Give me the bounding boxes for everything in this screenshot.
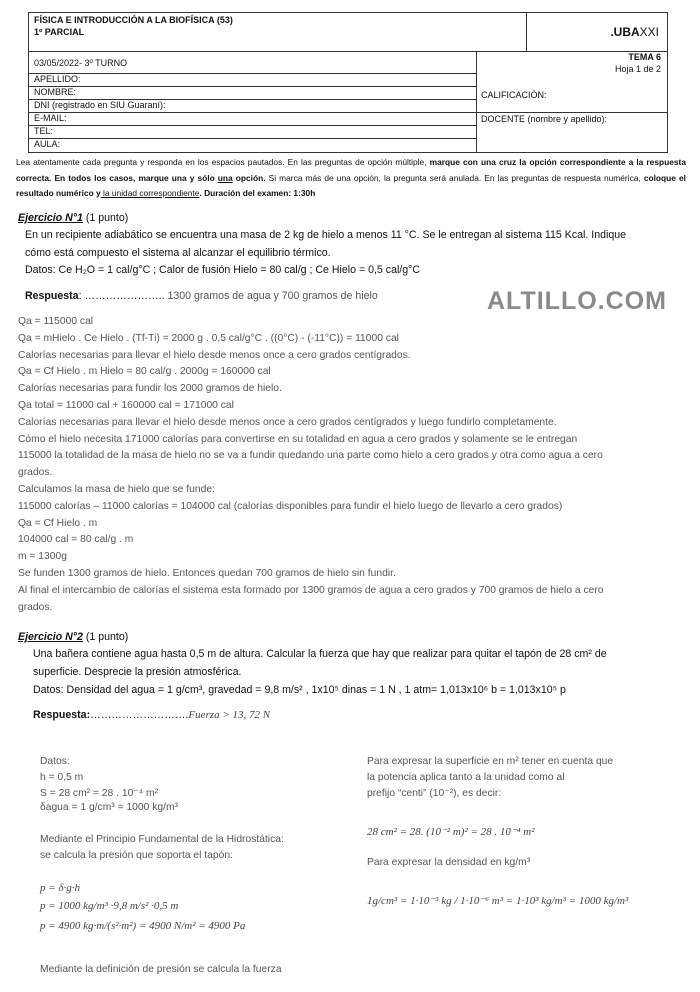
ex2-question-1: Una bañera contiene agua hasta 0,5 m de altura. Calcular la fuerza que hay que realizar para quitar el tapón de 28 cm² de [33, 648, 607, 660]
instr-8: . Duración del examen: 1:30h [199, 188, 316, 198]
work-line: Qa = mHielo . Ce Hielo . (Tf-Ti) = 2000 g . 0,5 cal/g°C . ((0°C) - (-11°C)) = 11000 cal [18, 332, 399, 344]
right-line: Para expresar la densidad en kg/m³ [367, 857, 531, 868]
logo-text: .UBA [610, 25, 640, 39]
field-aula[interactable]: AULA: [34, 139, 61, 149]
right-line: Para expresar la superficie en m² tener en cuenta que [367, 756, 614, 767]
ex1-title: Ejercicio N°1 [18, 212, 83, 224]
ex1-resp-label: Respuesta [25, 290, 79, 302]
work-line: grados. [18, 467, 53, 479]
instr-1: Lea atentamente cada pregunta y responda en los espacios pautados. En las preguntas de opción múltiple, [16, 157, 430, 167]
work-line: Qa = Cf Hielo . m [18, 517, 98, 529]
ex1-datos: Datos: Ce H₂O = 1 cal/g°C ; Calor de fusión Hielo = 80 cal/g ; Ce Hielo = 0,5 cal/g°C [25, 264, 421, 276]
work-line: Calorías necesarias para fundir los 2000 gramos de hielo. [18, 383, 282, 395]
hoja: Hoja 1 de 2 [614, 64, 661, 74]
exam-name: 1º PARCIAL [34, 27, 85, 37]
ex2-resp-dots: ………………………. [90, 709, 189, 721]
instr-4: opción. [232, 172, 266, 183]
field-nombre[interactable]: NOMBRE: [34, 87, 77, 97]
left-line: se calcula la presión que soporta el tapón: [40, 850, 233, 861]
work-line: Calculamos la masa de hielo que se funde: [18, 484, 215, 495]
work-line: m = 1300g [18, 551, 67, 563]
instr-3: una [217, 172, 233, 183]
calificacion-field[interactable]: CALIFICACIÓN: [481, 90, 547, 100]
left-line: S = 28 cm² = 28 . 10⁻⁴ m² [40, 788, 159, 799]
work-line: Qa total = 11000 cal + 160000 cal = 171000 cal [18, 400, 234, 411]
work-line: Cómo el hielo necesita 171000 calorías para convertirse en su totalidad en agua a cero grados y solamente se le entregan [18, 433, 578, 445]
ex1-question-1: En un recipiente adiabático se encuentra una masa de 2 kg de hielo a menos 11 °C. Se le entregan al sistema 115 Kcal. Indique [25, 229, 627, 241]
left-line: Datos: [40, 756, 70, 767]
work-line: 115000 calorías – 11000 calorías = 104000 cal (calorías disponibles para fundir el hielo luego de llevarlo a cero grados) [18, 500, 563, 512]
left-line: δagua = 1 g/cm³ = 1000 kg/m³ [40, 802, 178, 813]
date-turn: 03/05/2022- 3º TURNO [34, 58, 128, 68]
work-line: Qa = 115000 cal [18, 316, 94, 327]
field-apellido[interactable]: APELLIDO: [34, 74, 81, 84]
left-line: p = 4900 kg·m/(s²·m²) = 4900 N/m² = 4900 Pa [40, 920, 246, 932]
instr-5: Si marca más de una opción, la pregunta será anulada. En las preguntas de respuesta numérica, [265, 172, 644, 183]
instr-7: la unidad correspondiente [100, 188, 200, 198]
ex1-resp-dots: : ………………….. [78, 290, 165, 302]
course-title: FÍSICA E INTRODUCCIÓN A LA BIOFÍSICA (53) [34, 15, 233, 25]
ex2-points: (1 punto) [82, 631, 129, 643]
watermark: ALTILLO.COM [487, 287, 667, 315]
field-dni[interactable]: DNI (registrado en SIU Guaraní): [34, 100, 166, 110]
work-line: Calorías necesarias para llevar el hielo desde menos once a cero grados centígrados y luego fundirlo completamente. [18, 416, 557, 428]
work-line: Al final el intercambio de calorías el sistema esta formado por 1300 gramos de agua a cero grados y 700 gramos de hielo a cero [18, 584, 604, 596]
left-line: p = δ·g·h [40, 882, 81, 894]
right-line: prefijo “centi” (10⁻²), es decir: [367, 788, 502, 799]
instructions [16, 155, 686, 202]
field-email[interactable]: E-MAIL: [34, 113, 67, 123]
work-line: grados. [18, 601, 53, 613]
ex2-title: Ejercicio N°2 [18, 631, 83, 643]
docente-field[interactable]: DOCENTE (nombre y apellido): [481, 114, 608, 124]
work-line: Qa = Cf Hielo . m Hielo = 80 cal/g . 2000g = 160000 cal [18, 366, 271, 378]
instr-6: coloque el resultado numérico y [16, 172, 686, 198]
right-line: la potencia aplica tanto a la unidad como al [367, 772, 565, 783]
left-line: p = 1000 kg/m³ ·9,8 m/s² ·0,5 m [40, 900, 179, 912]
left-line: Mediante la definición de presión se calcula la fuerza [40, 964, 282, 975]
ex2-datos: Datos: Densidad del agua = 1 g/cm³, gravedad = 9,8 m/s² , 1x10⁵ dinas = 1 N , 1 atm= 1,013x10⁶ b = 1,013x10⁵ p [33, 684, 566, 696]
work-line: Se funden 1300 gramos de hielo. Entonces quedan 700 gramos de hielo sin fundir. [18, 568, 396, 579]
ex1-points: (1 punto) [85, 212, 129, 224]
field-tel[interactable]: TEL: [34, 126, 54, 136]
work-line: 115000 la totalidad de la masa de hielo no se va a fundir quedando una parte como hielo a cero grados y otra como agua a cero [18, 450, 603, 462]
left-line: Mediante el Principio Fundamental de la Hidrostática: [40, 834, 284, 845]
ex2-answer: Fuerza > 13, 72 N [188, 709, 271, 721]
work-line: Calorías necesarias para llevar el hielo desde menos once a cero grados centígrados. [18, 349, 411, 361]
ex2-resp-label: Respuesta: [33, 709, 91, 721]
logo-suffix: XXI [639, 25, 659, 39]
work-line: 104000 cal = 80 cal/g . m [18, 534, 134, 546]
ex1-question-2: cómo está compuesto el sistema al alcanzar el equilibrio térmico. [25, 247, 331, 259]
uba-logo [610, 25, 659, 39]
instr-2: marque con una cruz la opción correspondiente a la respuesta correcta. En todos los casos, marque una y sólo [16, 157, 686, 183]
header-table [28, 12, 668, 153]
tema: TEMA 6 [628, 52, 661, 62]
right-line: 28 cm² = 28. (10⁻² m)² = 28 . 10⁻⁴ m² [367, 826, 535, 838]
ex1-answer: 1300 gramos de agua y 700 gramos de hielo [167, 290, 378, 302]
ex2-question-2: superficie. Desprecie la presión atmosférica. [33, 666, 242, 678]
right-line: 1g/cm³ = 1·10⁻³ kg / 1·10⁻⁶ m³ = 1·10³ kg/m³ = 1000 kg/m³ [367, 895, 629, 907]
left-line: h = 0,5 m [40, 772, 84, 783]
